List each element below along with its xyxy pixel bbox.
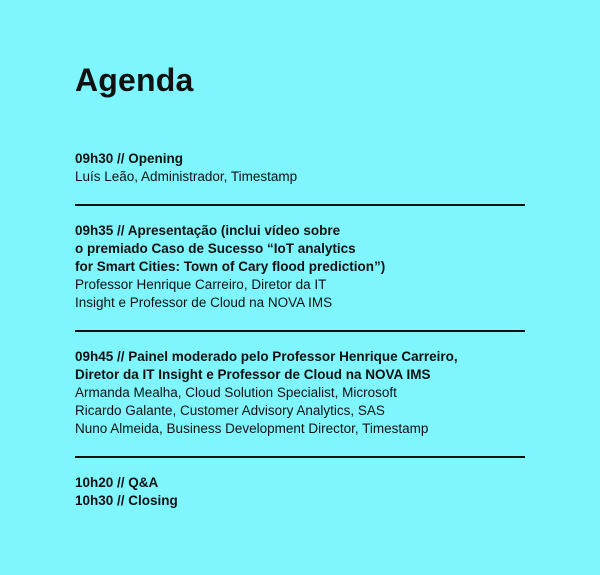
divider [75,456,525,458]
agenda-item-detail: Ricardo Galante, Customer Advisory Analytics, SAS [75,403,385,418]
page-title: Agenda [75,62,194,98]
agenda-item-heading: Diretor da IT Insight e Professor de Cloud na NOVA IMS [75,367,431,382]
agenda-item-opening [75,150,525,186]
agenda-item-heading: o premiado Caso de Sucesso “IoT analytics [75,241,356,256]
divider [75,204,525,206]
agenda-item-heading: for Smart Cities: Town of Cary flood prediction”) [75,259,386,274]
agenda-item-detail: Insight e Professor de Cloud na NOVA IMS [75,295,333,310]
agenda-item-detail: Professor Henrique Carreiro, Diretor da IT [75,277,327,292]
divider [75,330,525,332]
agenda-item-panel [75,348,525,438]
agenda-item-heading: 09h45 // Painel moderado pelo Professor Henrique Carreiro, [75,349,458,364]
agenda-item-closing [75,474,525,510]
agenda-list [75,150,525,510]
agenda-item-heading: 10h20 // Q&A [75,475,159,490]
agenda-item-heading: 09h30 // Opening [75,151,184,166]
agenda-item-presentation [75,222,525,312]
agenda-item-detail: Armanda Mealha, Cloud Solution Specialist, Microsoft [75,385,397,400]
agenda-item-heading: 09h35 // Apresentação (inclui vídeo sobre [75,223,341,238]
agenda-item-detail: Luís Leão, Administrador, Timestamp [75,169,298,184]
agenda-item-detail: Nuno Almeida, Business Development Director, Timestamp [75,421,429,436]
agenda-item-heading: 10h30 // Closing [75,493,178,508]
